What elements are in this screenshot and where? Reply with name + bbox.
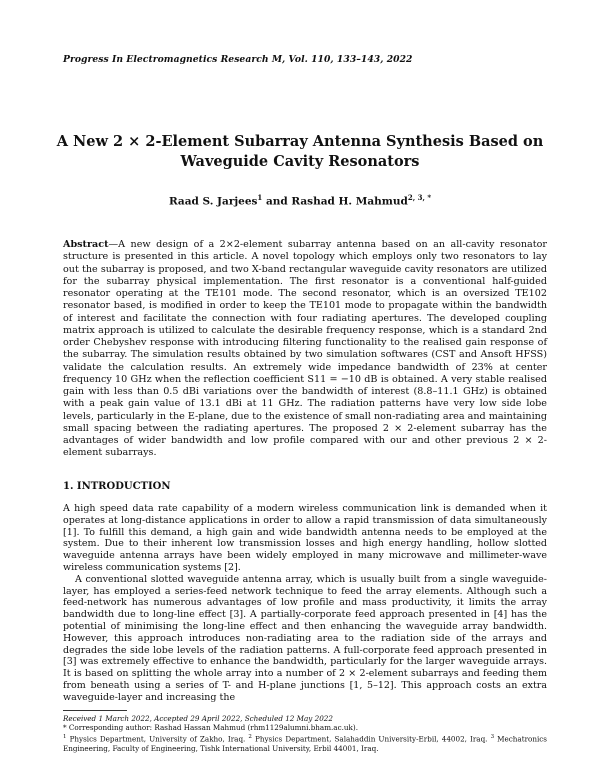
affiliation-1: Physics Department, University of Zakho, Iraq. <box>66 734 249 744</box>
author-conjunction: and <box>262 195 292 208</box>
footnotes <box>63 714 547 753</box>
paragraph: A conventional slotted waveguide antenna array, which is usually built from a single waveguide-layer, has employed a series-feed network technique to feed the array elements. Although such a feed-network has numerous advantages of low profile and mass productivity, it limits the array bandwidth due to long-line effect [3]. A partially-corporate feed approach presented in [4] has the potential of minimising the long-line effect and then enhancing the waveguide array bandwidth. However, this approach introduces non-radiating area to the radiation side of the arrays and degrades the side lobe levels of the radiation patterns. A full-corporate feed approach presented in [3] was extremely effective to enhance the bandwidth, particularly for the larger waveguide arrays. It is based on splitting the whole array into a number of 2 × 2-element subarrays and feeding them from beneath using a series of T- and H-plane junctions [1, 5–12]. This approach costs an extra waveguide-layer and increasing the <box>63 573 547 703</box>
title-line-1: A New 2 × 2-Element Subarray Antenna Synthesis Based on <box>56 133 544 150</box>
introduction-body <box>63 503 547 704</box>
abstract-label: Abstract <box>63 239 109 250</box>
author-1-affiliation: 1 <box>257 193 263 202</box>
affiliation-2-mark: 2 <box>248 733 252 740</box>
abstract-text: —A new design of a 2×2-element subarray antenna based on an all-cavity resonator structure is presented in this article. A novel topology which employs only two resonators to lay out the subarray is proposed, and two X-band rectangular waveguide cavity resonators are utilized for the subarray physical implementation. The first resonator is a conventional half-guided resonator operating at the TE101 mode. The second resonator, which is an oversized TE102 resonator based, is modified in order to keep the TE101 mode to propagate within the bandwidth of interest and facilitate the connection with four radiating apertures. The developed coupling matrix approach is utilized to calculate the desirable frequency response, which is a standard 2nd order Chebyshev response with introducing filtering functionality to the realised gain response of the subarray. The simulation results obtained by two simulation softwares (CST and Ansoft HFSS) validate the calculation results. An extremely wide impedance bandwidth of 23% at center frequency 10 GHz when the reflection coefficient S11 = −10 dB is obtained. A very stable realised gain with less than 0.5 dBi variations over the bandwidth of interest (8.8–11.1 GHz) is obtained with a peak gain value of 13.1 dBi at 11 GHz. The radiation patterns have very low side lobe levels, particularly in the E-plane, due to the existence of small non-radiating area and maintaining small spacing between the radiating apertures. The proposed 2 × 2-element subarray has the advantages of wider bandwidth and low profile compared with our and other previous 2 × 2-element subarrays. <box>63 239 547 459</box>
abstract <box>63 239 547 460</box>
affiliation-3-mark: 3 <box>490 733 495 740</box>
author-2-affiliation: 2, 3, * <box>407 193 432 202</box>
received-dates: Received 1 March 2022, Accepted 29 April 2022, Scheduled 12 May 2022 <box>63 714 333 723</box>
section-heading: 1. INTRODUCTION <box>63 481 171 492</box>
affiliation-1-mark: 1 <box>63 733 67 740</box>
author-1: Raad S. Jarjees <box>168 195 258 208</box>
author-list <box>40 193 560 208</box>
journal-header: Progress In Electromagnetics Research M, Vol. 110, 133–143, 2022 <box>63 54 413 65</box>
footnote-rule <box>63 710 127 711</box>
author-2: Rashad H. Mahmud <box>291 195 408 208</box>
paragraph: A high speed data rate capability of a modern wireless communication link is demanded when it operates at long-distance applications in order to allow a rapid transmission of data simultaneously [1]. To fulfill this demand, a high gain and wide bandwidth antenna needs to be employed at the system. Due to their inherent low transmission losses and high energy handling, hollow slotted waveguide antenna arrays have been widely employed in many microwave and millimeter-wave wireless communication systems [2]. <box>63 503 547 573</box>
affiliation-3: Mechatronics Engineering, Faculty of Engineering, Tishk International University, Erbil 44001, Iraq. <box>63 734 547 753</box>
affiliation-2: Physics Department, Salahaddin University-Erbil, 44002, Iraq. <box>251 734 491 744</box>
paper-title <box>40 132 560 172</box>
title-line-2: Waveguide Cavity Resonators <box>180 153 420 170</box>
corresponding-author: * Corresponding author: Rashad Hassan Mahmud (rhm1129alumni.bham.ac.uk). <box>63 723 358 733</box>
affiliations <box>63 733 547 753</box>
